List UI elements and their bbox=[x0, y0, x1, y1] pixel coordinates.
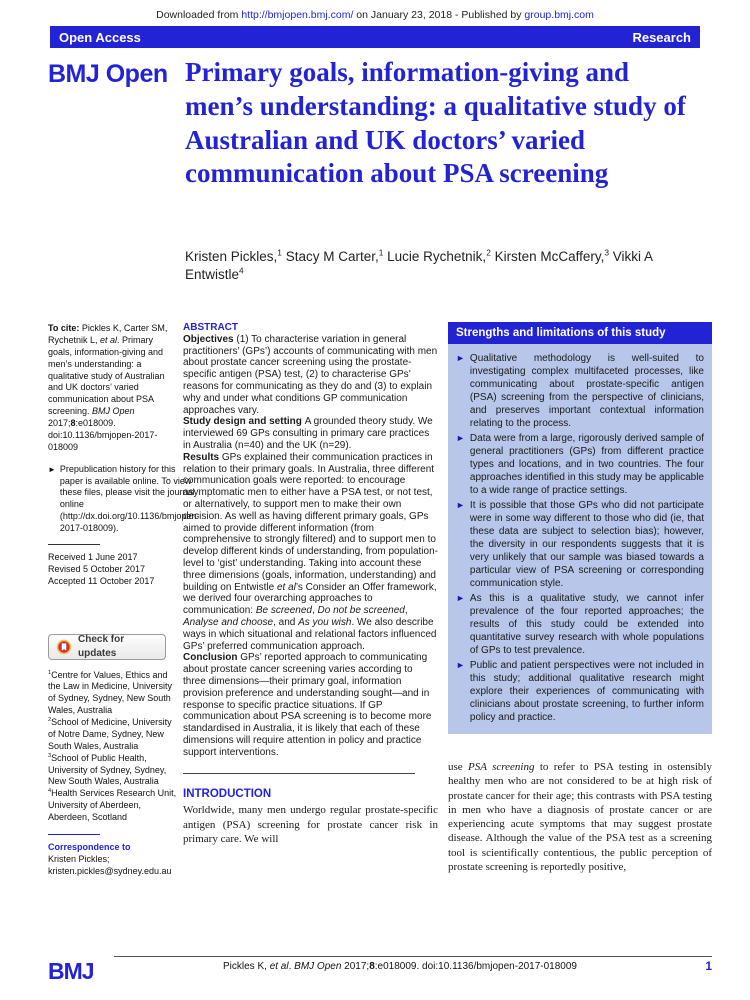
footer-citation: Pickles K, et al. BMJ Open 2017;8:e018009. doi:10.1136/bmjopen-2017-018009 bbox=[223, 961, 577, 972]
arrow-bullet-icon: ► bbox=[456, 433, 465, 443]
strengths-box-body bbox=[448, 344, 712, 734]
correspondence-divider bbox=[48, 834, 100, 835]
section-divider bbox=[183, 773, 415, 774]
abstract-objectives: Objectives (1) To characterise variation in general practitioners’ (GPs’) accounts of communicating with men about prostate cancer screening using the prostate-specific antigen (PSA) test, (2) to characterise GPs’ reasons for communicating as they do and (3) to explain why and under what conditions GP communication approaches vary. bbox=[183, 333, 438, 416]
arrow-bullet-icon: ► bbox=[456, 660, 465, 670]
strengths-item-text: Qualitative methodology is well-suited to investigating complex multifaceted processes, like communicating about prostate-specific antigen (PSA) screening from the perspective of clinicians, and preserves important contextual information relating to the process. bbox=[469, 353, 704, 429]
strengths-item bbox=[456, 432, 704, 497]
affiliation-4: $^4$Health Services Research Unit, University of Aberdeen, Aberdeen, Scotland bbox=[48, 788, 177, 822]
strengths-box bbox=[448, 322, 712, 734]
page-number: 1 bbox=[705, 959, 712, 973]
received-date: Received 1 June 2017 bbox=[48, 551, 138, 562]
abstract-results: Results GPs explained their communication practices in relation to their primary goals. In Australia, three different communication goals were reported: to encourage asymptomatic men to either have a PSA test, or not test, or alternatively, to support men to make their own decision. As well as having different primary goals, GPs aimed to provide different information (from comprehensive to strongly filtered) and to support men to develop different kinds of understanding, from population-level to ‘gist’ understanding. Taking into account these three dimensions (goals, information, understanding) and building on Entwistle et al’s Consider an Offer framework, we derived four overarching approaches to communication: Be screened, Do not be screened, Analyse and choose, and As you wish. We also describe ways in which situational and relational factors influenced GPs’ preferred communication approach. bbox=[183, 451, 438, 652]
prepublication-note bbox=[48, 463, 200, 535]
sidebar-divider bbox=[48, 544, 100, 545]
crossmark-icon bbox=[56, 639, 72, 655]
strengths-item bbox=[456, 499, 704, 590]
authors-line: Kristen Pickles,$^1$ Stacy M Carter,$^1$ Lucie Rychetnik,$^2$ Kirsten McCaffery,$^3$ Vikki A Entwistle$^4$ bbox=[185, 247, 653, 283]
strengths-box-heading: Strengths and limitations of this study bbox=[448, 322, 712, 344]
accepted-date: Accepted 11 October 2017 bbox=[48, 575, 155, 586]
introduction-text: Worldwide, many men undergo regular prostate-specific antigen (PSA) screening for prostate cancer risk in primary care. We will bbox=[183, 804, 438, 846]
download-prefix: Downloaded from bbox=[156, 9, 242, 21]
arrow-bullet-icon: ► bbox=[48, 464, 56, 474]
bmj-logo: BMJ bbox=[48, 958, 94, 984]
arrow-bullet-icon: ► bbox=[456, 353, 465, 363]
body-text-paragraph: use PSA screening to refer to PSA testing in ostensibly healthy men who are not considered to be at high risk of prostate cancer for their age; this contrasts with PSA testing in men who have a diagnosis of prostate cancer or are experiencing acute symptoms that may suggest prostate disease. Although the value of the PSA test as a screening tool is scientifically contentious, the public perception of prostate screening is reportedly positive, bbox=[448, 761, 712, 874]
open-access-label: Open Access bbox=[59, 29, 141, 45]
affiliation-3: $^3$School of Public Health, University of Sydney, Sydney, New South Wales, Australia bbox=[48, 752, 167, 787]
strengths-item bbox=[456, 352, 704, 430]
sidebar-metadata bbox=[48, 323, 200, 878]
abstract-section bbox=[183, 322, 438, 758]
download-banner bbox=[0, 9, 750, 21]
article-title: Primary goals, information-giving and men’s understanding: a qualitative study of Australian and UK doctors’ varied communication about PSA screening bbox=[185, 57, 686, 189]
group-url-link[interactable]: group.bmj.com bbox=[524, 9, 594, 21]
download-middle: on January 23, 2018 - Published by bbox=[353, 9, 525, 21]
prepublication-text: Prepublication history for this paper is available online. To view these files, please visit the journal online (http://dx.doi.org/10.1136/bmjopen-2017-018009). bbox=[59, 463, 200, 533]
strengths-item-text: It is possible that those GPs who did not participate were in some way different to those who did (ie, that these data are subject to selection bias); however, the diversity in our respondents suggests that it is very unlikely that our sample was biased towards a particular view of PSA screening or corresponding communication style. bbox=[469, 500, 704, 589]
affiliation-2: $^2$School of Medicine, University of Notre Dame, Sydney, New South Wales, Australia bbox=[48, 717, 172, 751]
correspondence-email[interactable]: kristen.pickles@sydney.edu.au bbox=[48, 865, 172, 876]
footer-divider bbox=[114, 956, 712, 957]
right-column bbox=[448, 322, 712, 885]
abstract-study-design: Study design and setting A grounded theory study. We interviewed 69 GPs consulting in primary care practices in Australia (n=40) and the UK (n=29). bbox=[183, 416, 433, 451]
arrow-bullet-icon: ► bbox=[456, 500, 465, 510]
abstract-heading: ABSTRACT bbox=[183, 322, 238, 333]
access-research-bar bbox=[50, 26, 700, 48]
journal-url-link[interactable]: http://bmjopen.bmj.com/ bbox=[241, 9, 354, 21]
correspondence-label: Correspondence to bbox=[48, 841, 131, 852]
correspondence-name: Kristen Pickles; bbox=[48, 853, 110, 864]
abstract-conclusion: Conclusion GPs’ reported approach to communicating about prostate cancer screening varies according to three dimensions—their primary goal, information provision preference and understanding sought—and in response to specific practice situations. If GP communication about PSA screening is to become more standardised in Australia, it is likely that each of these dimensions will require attention in policy and practice support interventions. bbox=[183, 652, 432, 758]
check-for-updates-button[interactable] bbox=[48, 634, 166, 660]
abstract-column bbox=[183, 322, 438, 846]
strengths-item bbox=[456, 659, 704, 724]
research-label: Research bbox=[632, 29, 691, 45]
introduction-heading: INTRODUCTION bbox=[183, 788, 272, 801]
strengths-item-text: As this is a qualitative study, we cannot infer prevalence of the four reported approaches; the results of this study could be extended into quantitative survey research with whole populations of GPs to test prevalence. bbox=[469, 593, 704, 656]
revised-date: Revised 5 October 2017 bbox=[48, 563, 146, 574]
strengths-item bbox=[456, 592, 704, 657]
strengths-item-text: Public and patient perspectives were not included in this study; additional qualitative research might explore their experiences of communicating with clinicians about prostate screening, to further inform policy and practice. bbox=[469, 660, 704, 723]
bmj-open-logo: BMJ Open bbox=[48, 60, 168, 88]
check-for-updates-label: Check for updates bbox=[78, 634, 125, 659]
affiliation-1: $^1$Centre for Values, Ethics and the Law in Medicine, University of Sydney, Sydney, New South Wales, Australia bbox=[48, 669, 173, 716]
strengths-item-text: Data were from a large, rigorously derived sample of general practitioners (GPs) from different practice types and locations, and in two countries. The four approaches identified in this study may be applicable to a wide range of practice settings. bbox=[469, 433, 704, 496]
arrow-bullet-icon: ► bbox=[456, 593, 465, 603]
to-cite-block: To cite: Pickles K, Carter SM, Rychetnik L, et al. Primary goals, information-giving and men’s understanding: a qualitative study of Australian and UK doctors’ varied communication about PSA screening. BMJ Open 2017;8:e018009. doi:10.1136/bmjopen-2017-018009 bbox=[48, 323, 168, 452]
